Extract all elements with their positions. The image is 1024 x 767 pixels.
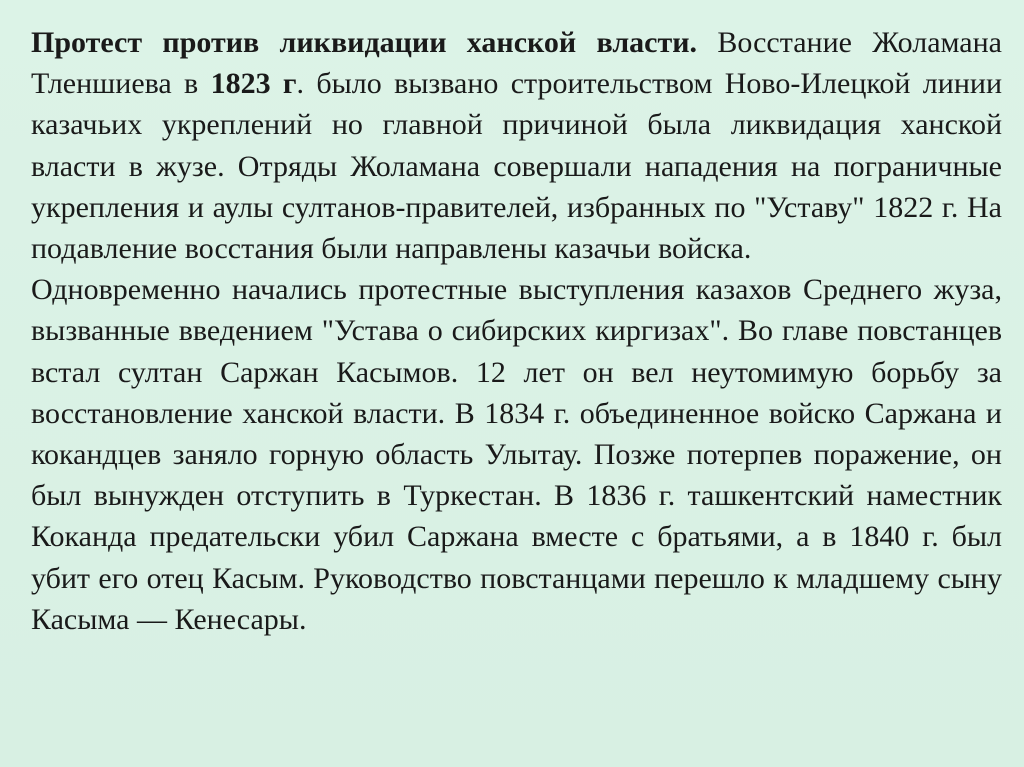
paragraph-sarzhan-uprising: Одновременно начались протестные выступления казахов Среднего жуза, вызванные введением "Устава о сибирских киргизах". Во главе повстанцев встал султан Саржан Касымов. 12 лет он вел неутомимую борьбу за восстановление ханской власти. В 1834 г. объединенное войско Саржана и кокандцев заняло горную область Улытау. Позже потерпев поражение, он был вынужден отступить в Туркестан. В 1836 г. ташкентский наместник Коканда предательски убил Саржана вместе с братьями, а в 1840 г. был убит его отец Касым. Руководство повстанцами перешло к младшему сыну Касыма — Кенесары.: [31, 273, 1002, 636]
paragraph-heading: Протест против ликвидации ханской власти.: [31, 26, 697, 59]
slide-text-body: [31, 22, 1002, 640]
paragraph-zholaman-uprising: [31, 22, 1002, 269]
paragraph-text-a: Восстание Жоламана Тленшиева в: [31, 26, 1002, 101]
paragraph-text-b: . было вызвано строительством Ново-Илецкой линии казачьих укреплений но главной причиной была ликвидация ханской власти в жузе. Отряды Жоламана совершали нападения на пограничные укрепления и аулы султанов-правителей, избранных по "Уставу" 1822 г. На подавление восстания были направлены казачьи войска.: [31, 67, 1002, 266]
year-highlight: 1823 г: [210, 67, 297, 101]
